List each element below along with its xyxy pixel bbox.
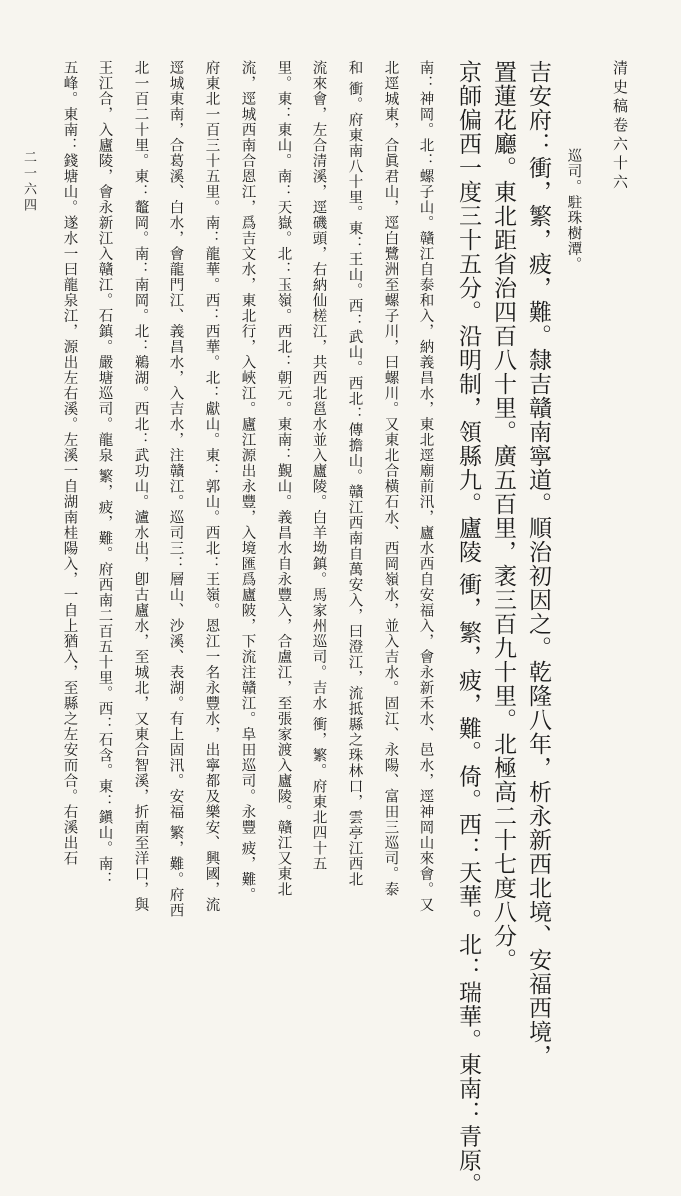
text-column: 和 衝。府東南八十里。東：王山。西：武山。西北：傳擔山。贛江西南自萬安入，曰澄江，流抵縣之珠林口，雲亭江西北 xyxy=(346,60,363,888)
text-column: 府東北一百三十五里。南：龍華。西：西華。北：獻山。東：郭山。西北：王嶺。恩江一名永豐水，出寧都及樂安、興國，流 xyxy=(203,60,220,913)
book-title: 清史稿卷六十六 xyxy=(611,60,629,193)
text-column: 逕城東南，合葛溪、白水，會龍門江、義昌水，入吉水，注贛江。巡司三：層山、沙溪、表湖。有上固汛。安福 繁，難。府西 xyxy=(167,60,184,919)
text-column: 北逕城東，合眞君山，逕白鷺洲至螺子川，曰螺川。又東北合橫石水、西岡嶺水，並入吉水。固江、永陽、富田三巡司。泰 xyxy=(382,60,399,897)
text-column: 南：神岡。北：螺子山。贛江自泰和入，納義昌水，東北逕廟前汛，廬水西自安福入，會永新禾水、邑水，逕神岡山來會。又 xyxy=(417,60,434,913)
text-column: 五峰。東南：錢塘山。遂水一曰龍泉江，源出左右溪。左溪一自湖南桂陽入，一自上猶入，至縣之左安而合。右溪出石 xyxy=(61,60,78,866)
text-column: 京師偏西一度三十五分。沿明制，領縣九。廬陵 衝，繁，疲，難。倚。西：天華。北：瑞華。東南：青原。 xyxy=(455,60,481,1196)
text-column: 王江合，入廬陵，會永新江入贛江。石鎮。嚴塘巡司。龍泉 繁，疲，難。府西南二百五十里。西：石含。東：鎭山。南： xyxy=(96,60,113,888)
text-column: 巡司。駐珠樹潭。 xyxy=(565,148,582,272)
page-number: 二一六四 xyxy=(21,150,36,214)
text-column: 吉安府：衝，繁，疲，難。隸吉贛南寧道。順治初因之。乾隆八年，析永新西北境、安福西境， xyxy=(525,60,551,1068)
text-column: 流，逕城西南合恩江，爲吉文水，東北行，入峽江。廬江源出永豐，入境匯爲廬陂，下流注贛江。阜田巡司。永豐 疲，難。 xyxy=(239,60,256,903)
text-column: 北一百二十里。東：鼇岡。南：南岡。北：鵜湖。西北：武功山。瀘水出，卽古廬水，至城北，又東合智溪，折南至洋口，與 xyxy=(132,60,149,913)
text-column: 里。東：東山。南：天嶽。北：玉嶺。西北：朝元。東南：覲山。義昌水自永豐入，合盧江，至張家渡入廬陵。贛江又東北 xyxy=(275,60,292,897)
text-column: 流來會，左合清溪，逕磯頭，右納仙槎江，共西北邕水並入廬陵。白羊坳鎮。馬家州巡司。吉水 衝，繁。府東北四十五 xyxy=(310,60,327,872)
text-column: 置蓮花廳。東北距省治四百八十里。廣五百里，袤三百九十里。北極高二十七度八分。 xyxy=(490,60,516,972)
